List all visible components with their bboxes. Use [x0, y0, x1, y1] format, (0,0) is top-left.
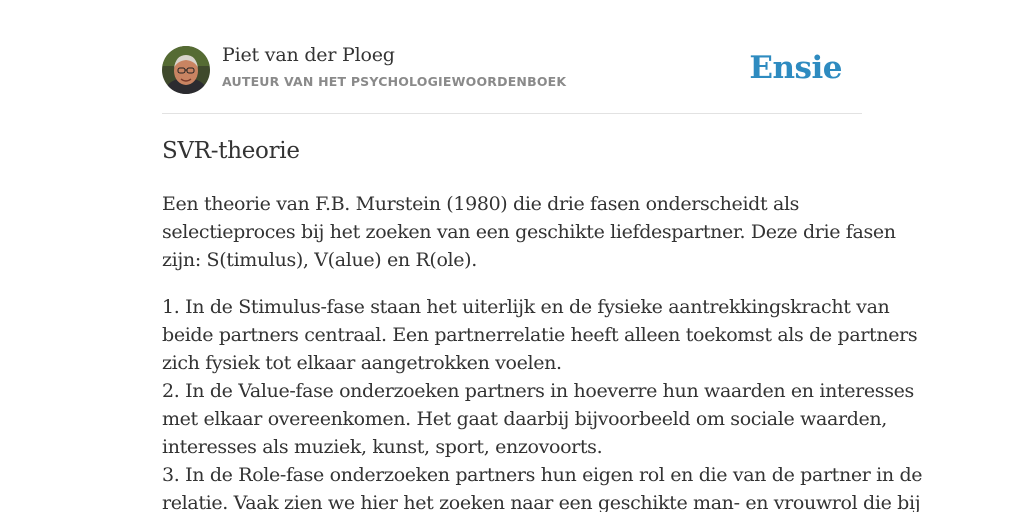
ensie-logo[interactable]: Ensie: [749, 50, 842, 86]
article-paragraph-intro: [162, 190, 896, 274]
author-photo-icon: [162, 46, 210, 94]
paragraph-line: 1. In de Stimulus-fase staan het uiterlijk en de fysieke aantrekkingskracht van: [162, 296, 890, 318]
paragraph-line: zich fysiek tot elkaar aangetrokken voelen.: [162, 352, 562, 374]
paragraph-line: selectieproces bij het zoeken van een geschikte liefdespartner. Deze drie fasen: [162, 221, 896, 243]
paragraph-line: Een theorie van F.B. Murstein (1980) die drie fasen onderscheidt als: [162, 193, 800, 215]
paragraph-line: 2. In de Value-fase onderzoeken partners in hoeverre hun waarden en interesses: [162, 380, 914, 402]
paragraph-line: relatie. Vaak zien we hier het zoeken naar een geschikte man- en vrouwrol die bij: [162, 492, 921, 512]
author-avatar[interactable]: [162, 46, 210, 94]
paragraph-line: met elkaar overeenkomen. Het gaat daarbij bijvoorbeeld om sociale waarden,: [162, 408, 887, 430]
author-role: AUTEUR VAN HET PSYCHOLOGIEWOORDENBOEK: [222, 74, 567, 89]
paragraph-line: interesses als muziek, kunst, sport, enzovoorts.: [162, 436, 603, 458]
paragraph-line: 3. In de Role-fase onderzoeken partners hun eigen rol en die van de partner in de: [162, 464, 923, 486]
article-paragraph-phases: [162, 293, 923, 512]
article-title: SVR-theorie: [162, 138, 300, 164]
paragraph-line: beide partners centraal. Een partnerrelatie heeft alleen toekomst als de partners: [162, 324, 918, 346]
author-header: [162, 0, 862, 114]
paragraph-line: zijn: S(timulus), V(alue) en R(ole).: [162, 249, 477, 271]
author-name[interactable]: Piet van der Ploeg: [222, 44, 395, 66]
article-card: [162, 0, 923, 512]
